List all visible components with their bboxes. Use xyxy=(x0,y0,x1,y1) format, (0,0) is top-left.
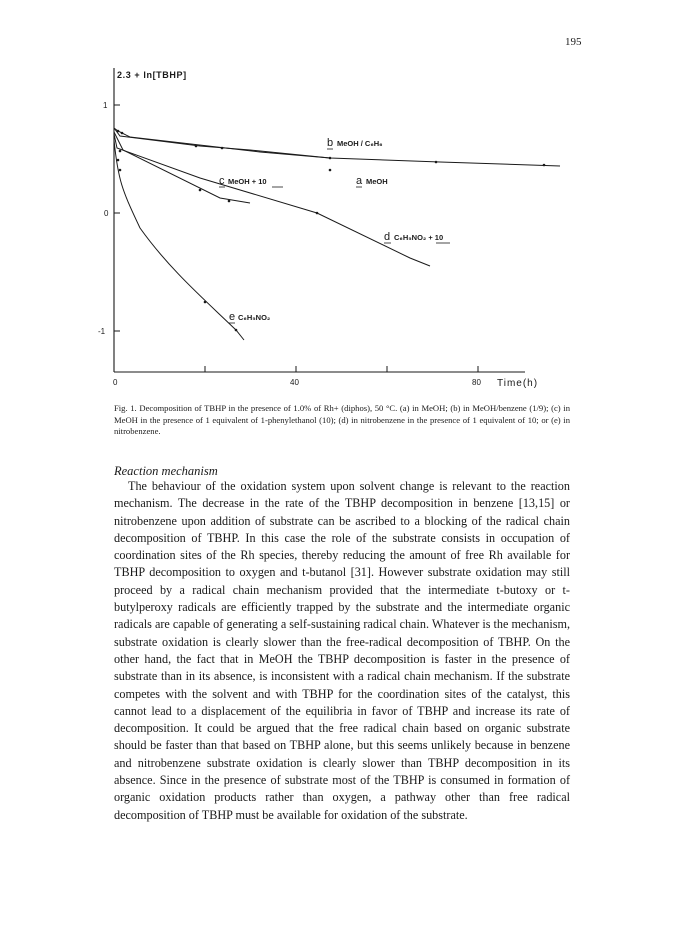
data-point xyxy=(329,169,332,172)
y-tick-label-minus-1: -1 xyxy=(98,327,106,336)
series-group xyxy=(114,128,560,340)
y-tick-label-1: 1 xyxy=(103,101,108,110)
series-label-e-letter: e xyxy=(229,311,236,323)
series-label-b xyxy=(327,137,383,149)
data-point xyxy=(235,329,238,332)
x-tick-label-40: 40 xyxy=(290,378,299,387)
x-tick-label-0: 0 xyxy=(113,378,118,387)
series-label-c-text: MeOH + 10 xyxy=(228,177,267,186)
data-point xyxy=(543,164,546,167)
series-label-b-letter: b xyxy=(327,137,334,149)
data-point xyxy=(316,212,319,215)
data-point xyxy=(329,157,332,160)
data-point xyxy=(121,132,124,135)
figure-caption xyxy=(114,403,570,438)
curve-d xyxy=(114,134,430,266)
y-tick-label-0: 0 xyxy=(104,209,109,218)
data-point xyxy=(221,147,224,150)
decomposition-chart xyxy=(0,0,680,400)
series-label-c-letter: c xyxy=(219,175,225,187)
series-label-b-text: MeOH / C₆H₆ xyxy=(337,139,383,148)
series-label-a xyxy=(356,175,388,187)
data-point xyxy=(117,159,120,162)
series-label-a-text: MeOH xyxy=(366,177,388,186)
data-point xyxy=(119,150,122,153)
x-axis-label: Time(h) xyxy=(497,378,539,389)
curve-b xyxy=(114,128,330,158)
series-label-a-letter: a xyxy=(356,175,363,187)
series-label-d-text: C₆H₅NO₂ + 10 xyxy=(394,233,444,242)
data-point xyxy=(119,169,122,172)
body-paragraph: The behaviour of the oxidation system upon solvent change is relevant to the reaction mechanism. The decrease in the rate of the TBHP decomposition in benzene [13,15] or nitrobenzene upon addition of substrate can be ascribed to a blocking of the radical chain decomposition of TBHP. In this case the role of the substrate consists in occupation of coordination sites of the Rh species, thereby reducing the amount of free Rh available for TBHP decomposition to oxygen and t-butanol [31]. However substrate oxidation may still proceed by a radical chain mechanism provided that the intermediate t-butoxy or t-butylperoxy radicals are efficiently trapped by the substrate and the intermediate organic radicals are capable of generating a self-sustaining radical chain. Whatever is the mechanism, substrate oxidation is clearly slower than the free-radical decomposition of TBHP. On the other hand, the fact that in MeOH the TBHP decomposition is faster in the presence of substrate than in its absence, is inconsistent with a radical chain mechanism. If the substrate competes with the solvent and with TBHP for the coordination sites of the catalyst, this cannot lead to a displacement of the equilibria in favor of TBHP and increase its rate of decomposition. It could be argued that the free radical chain based on organic substrate should be faster than that based on TBHP alone, but this seems unlikely because in benzene and nitrobenzene substrate oxidation is clearly slower than TBHP decomposition in its absence. Since in the presence of substrate most of the TBHP is consumed in formation of organic oxidation products rather than oxygen, a pathway other than free radical decomposition of TBHP must be available for oxidation of the substrate. xyxy=(114,479,570,822)
x-tick-label-80: 80 xyxy=(472,378,481,387)
series-label-d xyxy=(384,231,450,243)
series-label-e-text: C₆H₅NO₂ xyxy=(238,313,271,322)
data-point xyxy=(117,130,120,133)
data-point xyxy=(204,301,207,304)
figure-caption-text: Decomposition of TBHP in the presence of 1.0% of Rh+ (diphos), 50 °C. (a) in MeOH; (b) in MeOH/benzene (1/9); (c) in MeOH in the presence of 1 equivalent of 1-phenylethanol (10); (d) in nitrobenzene in the presence of 1 equivalent of 10; or (e) in nitrobenzene. xyxy=(114,403,570,436)
data-point xyxy=(199,189,202,192)
series-label-e xyxy=(229,311,270,323)
series-label-c xyxy=(219,175,283,187)
page-number: 195 xyxy=(565,36,582,48)
section-heading: Reaction mechanism xyxy=(114,464,218,478)
data-points xyxy=(117,130,546,332)
y-axis-label: 2.3 + ln[TBHP] xyxy=(117,70,187,80)
figure-caption-label: Fig. 1. xyxy=(114,403,137,413)
data-point xyxy=(228,200,231,203)
series-label-d-letter: d xyxy=(384,231,391,243)
data-point xyxy=(435,161,438,164)
data-point xyxy=(195,145,198,148)
